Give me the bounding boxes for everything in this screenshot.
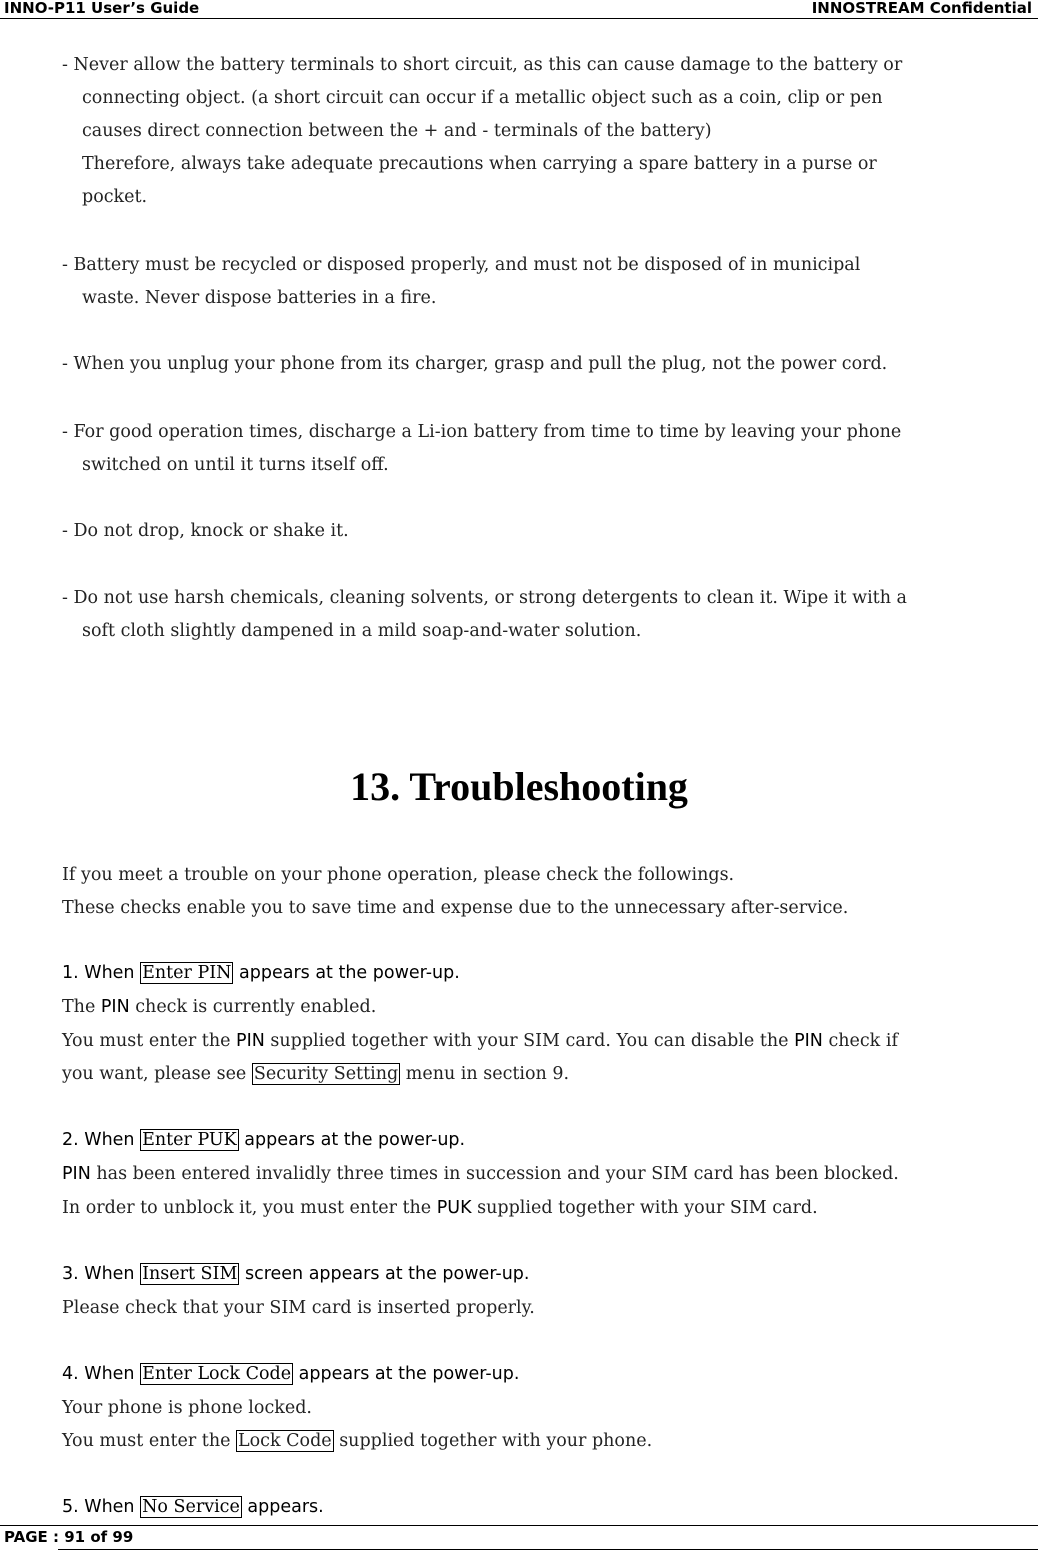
trouble-item-title: 3. When Insert SIM screen appears at the power-up. (62, 1264, 530, 1284)
code-label-box: Lock Code (238, 1431, 332, 1451)
bullet-line: pocket. (82, 187, 148, 207)
header-confidential: INNOSTREAM Confidential (811, 0, 1032, 17)
bullet-line: - Battery must be recycled or disposed properly, and must not be disposed of in municipal (62, 255, 861, 275)
trouble-item-line: Your phone is phone locked. (62, 1398, 312, 1418)
trouble-item-title: 1. When Enter PIN appears at the power-up. (62, 963, 460, 983)
footer-divider (0, 1525, 1038, 1526)
trouble-item-title: 2. When Enter PUK appears at the power-up. (62, 1130, 466, 1150)
bullet-line: waste. Never dispose batteries in a fire. (82, 288, 437, 308)
trouble-item-line: PIN has been entered invalidly three times in succession and your SIM card has been blocked. (62, 1164, 899, 1184)
page-header (0, 0, 1038, 19)
trouble-item-line: You must enter the Lock Code supplied together with your phone. (62, 1431, 653, 1451)
trouble-item-title: 5. When No Service appears. (62, 1497, 324, 1517)
bullet-line: - For good operation times, discharge a Li-ion battery from time to time by leaving your phone (62, 422, 902, 442)
trouble-item-line: Please check that your SIM card is inserted properly. (62, 1298, 535, 1318)
trouble-item-line: you want, please see Security Setting menu in section 9. (62, 1064, 570, 1084)
bullet-line: causes direct connection between the + and - terminals of the battery) (82, 121, 712, 141)
trouble-item-line: You must enter the PIN supplied together with your SIM card. You can disable the PIN check if (62, 1031, 898, 1051)
trouble-item-title: 4. When Enter Lock Code appears at the power-up. (62, 1364, 520, 1384)
section-heading: 13. Troubleshooting (350, 764, 688, 809)
header-doc-title: INNO-P11 User’s Guide (4, 0, 200, 17)
screen-label-box: Enter Lock Code (142, 1364, 292, 1384)
bullet-line: - When you unplug your phone from its charger, grasp and pull the plug, not the power cord. (62, 354, 888, 374)
screen-label-box: Enter PUK (142, 1130, 237, 1150)
footer-underline (58, 1549, 1038, 1550)
screen-label-box: Insert SIM (142, 1264, 238, 1284)
screen-label-box: Enter PIN (142, 963, 232, 983)
intro-line: If you meet a trouble on your phone operation, please check the followings. (62, 865, 735, 885)
bullet-line: switched on until it turns itself off. (82, 455, 389, 475)
bullet-line: - Do not drop, knock or shake it. (62, 521, 349, 541)
menu-label-box: Security Setting (253, 1064, 399, 1084)
bullet-line: Therefore, always take adequate precautions when carrying a spare battery in a purse or (82, 154, 877, 174)
page-number: PAGE : 91 of 99 (4, 1528, 134, 1546)
bullet-line: - Do not use harsh chemicals, cleaning solvents, or strong detergents to clean it. Wipe it with a (62, 588, 907, 608)
intro-line: These checks enable you to save time and expense due to the unnecessary after-service. (62, 898, 849, 918)
bullet-line: soft cloth slightly dampened in a mild soap-and-water solution. (82, 621, 642, 641)
trouble-item-line: The PIN check is currently enabled. (62, 997, 377, 1017)
screen-label-box: No Service (142, 1497, 240, 1517)
trouble-item-line: In order to unblock it, you must enter the PUK supplied together with your SIM card. (62, 1198, 818, 1218)
bullet-line: - Never allow the battery terminals to short circuit, as this can cause damage to the battery or (62, 55, 903, 75)
bullet-line: connecting object. (a short circuit can occur if a metallic object such as a coin, clip or pen (82, 88, 883, 108)
